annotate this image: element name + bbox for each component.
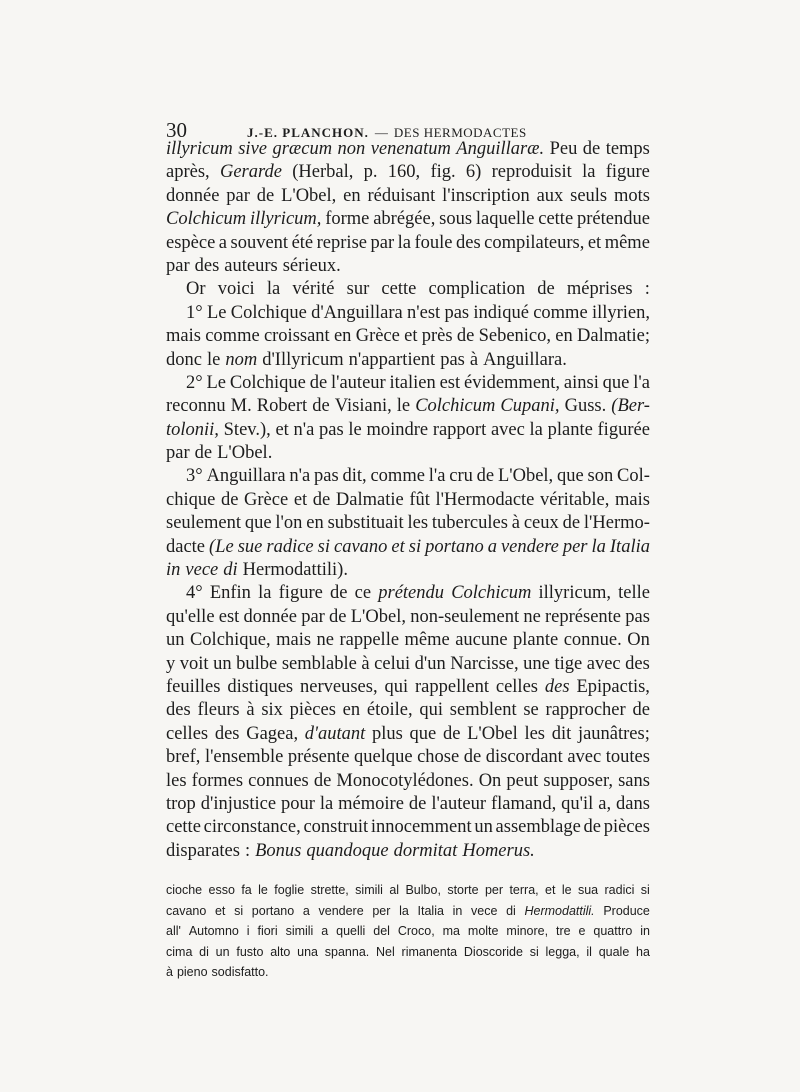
body-text: [166, 138, 650, 863]
text-line: seulement que l'on en substituait les tubercules à ceux de l'Hermo-: [166, 513, 650, 534]
footnote-line: à pieno sodisfatto.: [166, 965, 269, 979]
text-line: qu'elle est donnée par de L'Obel, non-seulement ne représente pas: [166, 606, 650, 627]
text-line: y voit un bulbe semblable à celui d'un Narcisse, une tige avec des: [166, 653, 650, 674]
text-line: donc le nom d'Illyricum n'appartient pas à Anguillara.: [166, 349, 567, 370]
text-line: reconnu M. Robert de Visiani, le Colchicum Cupani, Guss. (Ber-: [166, 396, 650, 417]
text-line: par des auteurs sérieux.: [166, 255, 341, 276]
text-line: cette circonstance, construit innocemment un assemblage de pièces: [166, 817, 650, 838]
text-line: mais comme croissant en Grèce et près de Sebenico, en Dalmatie;: [166, 326, 650, 347]
text-line: espèce a souvent été reprise par la foule des compilateurs, et même: [166, 232, 650, 253]
text-line: après, Gerarde (Herbal, p. 160, fig. 6) reproduisit la figure: [166, 162, 650, 183]
footnote-line: cavano et si portano a vendere per la Italia in vece di Hermodattili. Produce: [166, 903, 650, 918]
text-line: dacte (Le sue radice si cavano et si portano a vendere per la Italia: [166, 536, 650, 557]
text-line: par de L'Obel.: [166, 443, 273, 464]
text-line: chique de Grèce et de Dalmatie fût l'Hermodacte véritable, mais: [166, 489, 650, 510]
text-line: les formes connues de Monocotylédones. On peut supposer, sans: [166, 770, 650, 791]
text-line: celles des Gagea, d'autant plus que de L'Obel les dit jaunâtres;: [166, 723, 650, 744]
text-line: trop d'injustice pour la mémoire de l'auteur flamand, qu'il a, dans: [166, 793, 650, 814]
text-line: 4° Enfin la figure de ce prétendu Colchicum illyricum, telle: [186, 583, 650, 604]
header-separator: —: [374, 125, 388, 140]
footnote-line: cima di un fusto alto una spanna. Nel rimanenta Dioscoride si legga, il quale ha: [166, 944, 650, 959]
text-line: illyricum sive græcum non venenatum Anguillaræ. Peu de temps: [166, 139, 650, 159]
text-line: Or voici la vérité sur cette complication de méprises :: [186, 279, 650, 300]
footnote-line: cioche esso fa le foglie strette, simili al Bulbo, storte per terra, et le sua radici si: [166, 883, 650, 897]
footnote: [166, 880, 650, 983]
header-title: DES HERMODACTES: [393, 125, 527, 140]
text-line: des fleurs à six pièces en étoile, qui semblent se rapprocher de: [166, 700, 650, 721]
text-line: bref, l'ensemble présente quelque chose de discordant avec toutes: [166, 747, 650, 768]
text-line: disparates : Bonus quandoque dormitat Homerus.: [166, 840, 535, 861]
text-line: feuilles distiques nerveuses, qui rappellent celles des Epipactis,: [166, 676, 650, 697]
text-line: Colchicum illyricum, forme abrégée, sous laquelle cette prétendue: [166, 209, 650, 230]
text-line: in vece di Hermodattili).: [166, 560, 348, 581]
text-line: 2° Le Colchique de l'auteur italien est évidemment, ainsi que l'a: [186, 372, 650, 393]
text-line: donnée par de L'Obel, en réduisant l'inscription aux seuls mots: [166, 185, 650, 206]
text-line: 3° Anguillara n'a pas dit, comme l'a cru de L'Obel, que son Col-: [186, 466, 650, 487]
text-line: tolonii, Stev.), et n'a pas le moindre rapport avec la plante figurée: [166, 419, 650, 440]
text-line: 1° Le Colchique d'Anguillara n'est pas indiqué comme illyrien,: [186, 302, 650, 323]
page-number: 30: [166, 118, 187, 142]
footnote-line: all' Automno i fiori simili a quelli del Croco, ma molte minore, tre e quattro in: [166, 924, 650, 938]
text-line: un Colchique, mais ne rappelle même aucune plante connue. On: [166, 630, 650, 651]
header-author: J.-E. PLANCHON.: [247, 125, 369, 140]
